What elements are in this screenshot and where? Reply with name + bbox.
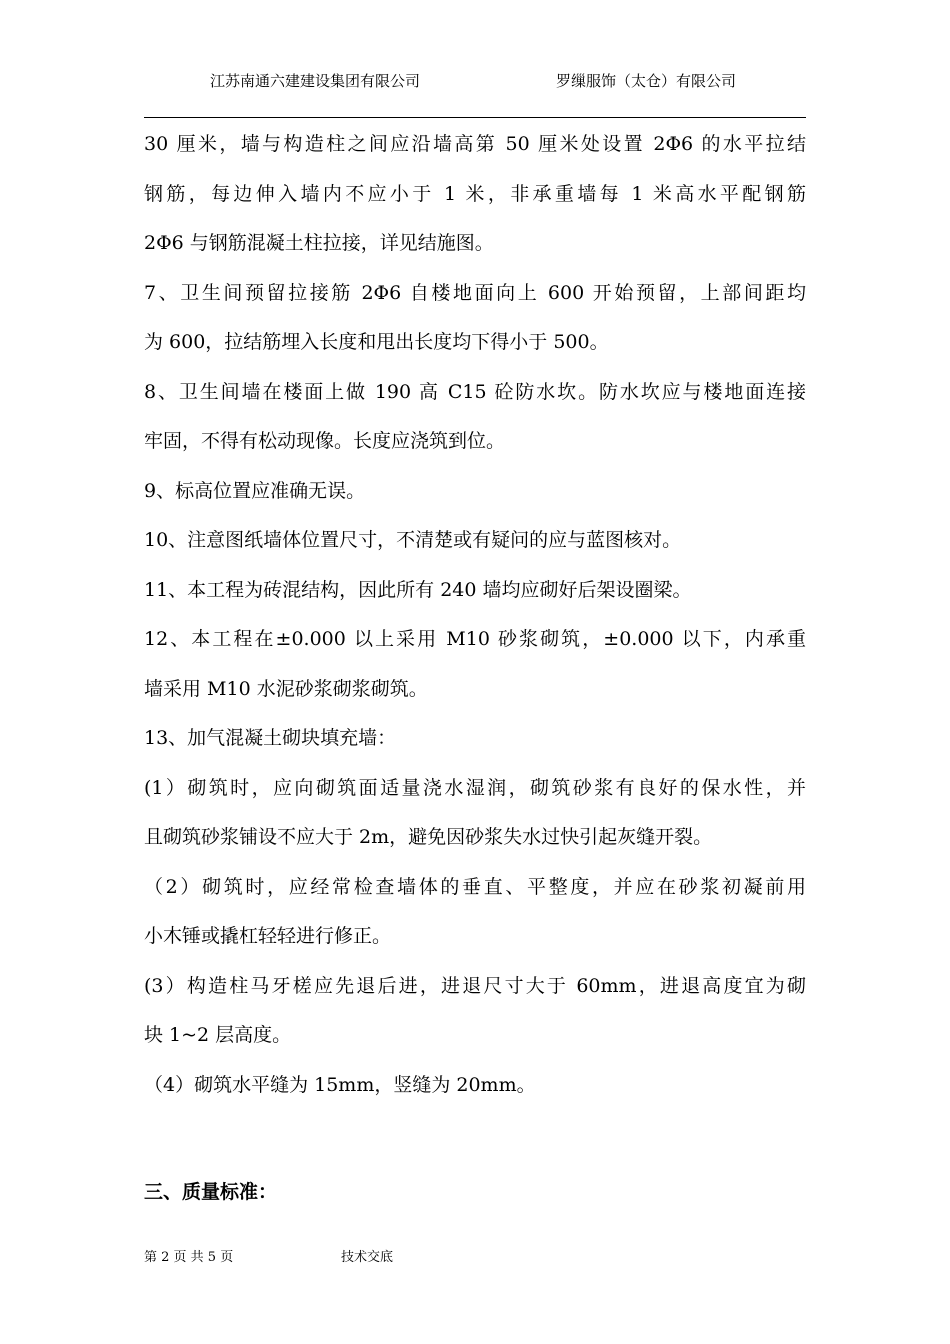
page-header	[144, 64, 806, 104]
paragraph-line: 且砌筑砂浆铺设不应大于 2m，避免因砂浆失水过快引起灰缝开裂。	[144, 826, 713, 848]
paragraph-line: 为 600，拉结筋埋入长度和甩出长度均下得小于 500。	[144, 331, 609, 353]
section-heading: 三、质量标准：	[144, 1181, 278, 1203]
paragraph-line: 12、本工程在±0.000 以上采用 M10 砂浆砌筑，±0.000 以下，内承重	[144, 628, 806, 650]
paragraph-line: (3）构造柱马牙槎应先退后进，进退尺寸大于 60mm，进退高度宜为砌	[144, 974, 806, 997]
document-body	[144, 120, 806, 1110]
paragraph-line: 7、卫生间预留拉接筋 2Φ6 自楼地面向上 600 开始预留，上部间距均	[144, 281, 806, 304]
header-company-right: 罗缫服饰（太仓）有限公司	[556, 72, 737, 90]
page-number: 第 2 页 共 5 页	[144, 1250, 234, 1265]
header-company-left: 江苏南通六建建设集团有限公司	[210, 72, 421, 90]
paragraph-line: 小木锤或撬杠轻轻进行修正。	[144, 925, 392, 947]
paragraph-line: 8、卫生间墙在楼面上做 190 高 C15 砼防水坎。防水坎应与楼地面连接	[144, 380, 806, 403]
paragraph-line: 块 1~2 层高度。	[144, 1024, 292, 1046]
paragraph-line: （4）砌筑水平缝为 15mm，竖缝为 20mm。	[144, 1073, 536, 1096]
paragraph-line: 钢筋，每边伸入墙内不应小于 1 米，非承重墙每 1 米高水平配钢筋	[144, 182, 806, 205]
paragraph-line: 11、本工程为砖混结构，因此所有 240 墙均应砌好后架设圈梁。	[144, 578, 692, 601]
paragraph-line: 13、加气混凝土砌块填充墙：	[144, 727, 397, 749]
paragraph-line: （2）砌筑时，应经常检查墙体的垂直、平整度，并应在砂浆初凝前用	[144, 875, 806, 898]
paragraph-line: 30 厘米，墙与构造柱之间应沿墙高第 50 厘米处设置 2Φ6 的水平拉结	[144, 133, 806, 155]
paragraph-line: 10、注意图纸墙体位置尺寸，不清楚或有疑问的应与蓝图核对。	[144, 529, 682, 551]
header-divider	[144, 117, 806, 118]
paragraph-line: (1）砌筑时，应向砌筑面适量浇水湿润，砌筑砂浆有良好的保水性，并	[144, 776, 806, 799]
paragraph-line: 9、标高位置应准确无误。	[144, 479, 366, 502]
paragraph-line: 牢固，不得有松动现像。长度应浇筑到位。	[144, 430, 506, 452]
paragraph-line: 墙采用 M10 水泥砂浆砌浆砌筑。	[144, 677, 428, 700]
footer-document-title: 技术交底	[341, 1250, 394, 1265]
paragraph-line: 2Φ6 与钢筋混凝土柱拉接，详见结施图。	[144, 232, 494, 254]
